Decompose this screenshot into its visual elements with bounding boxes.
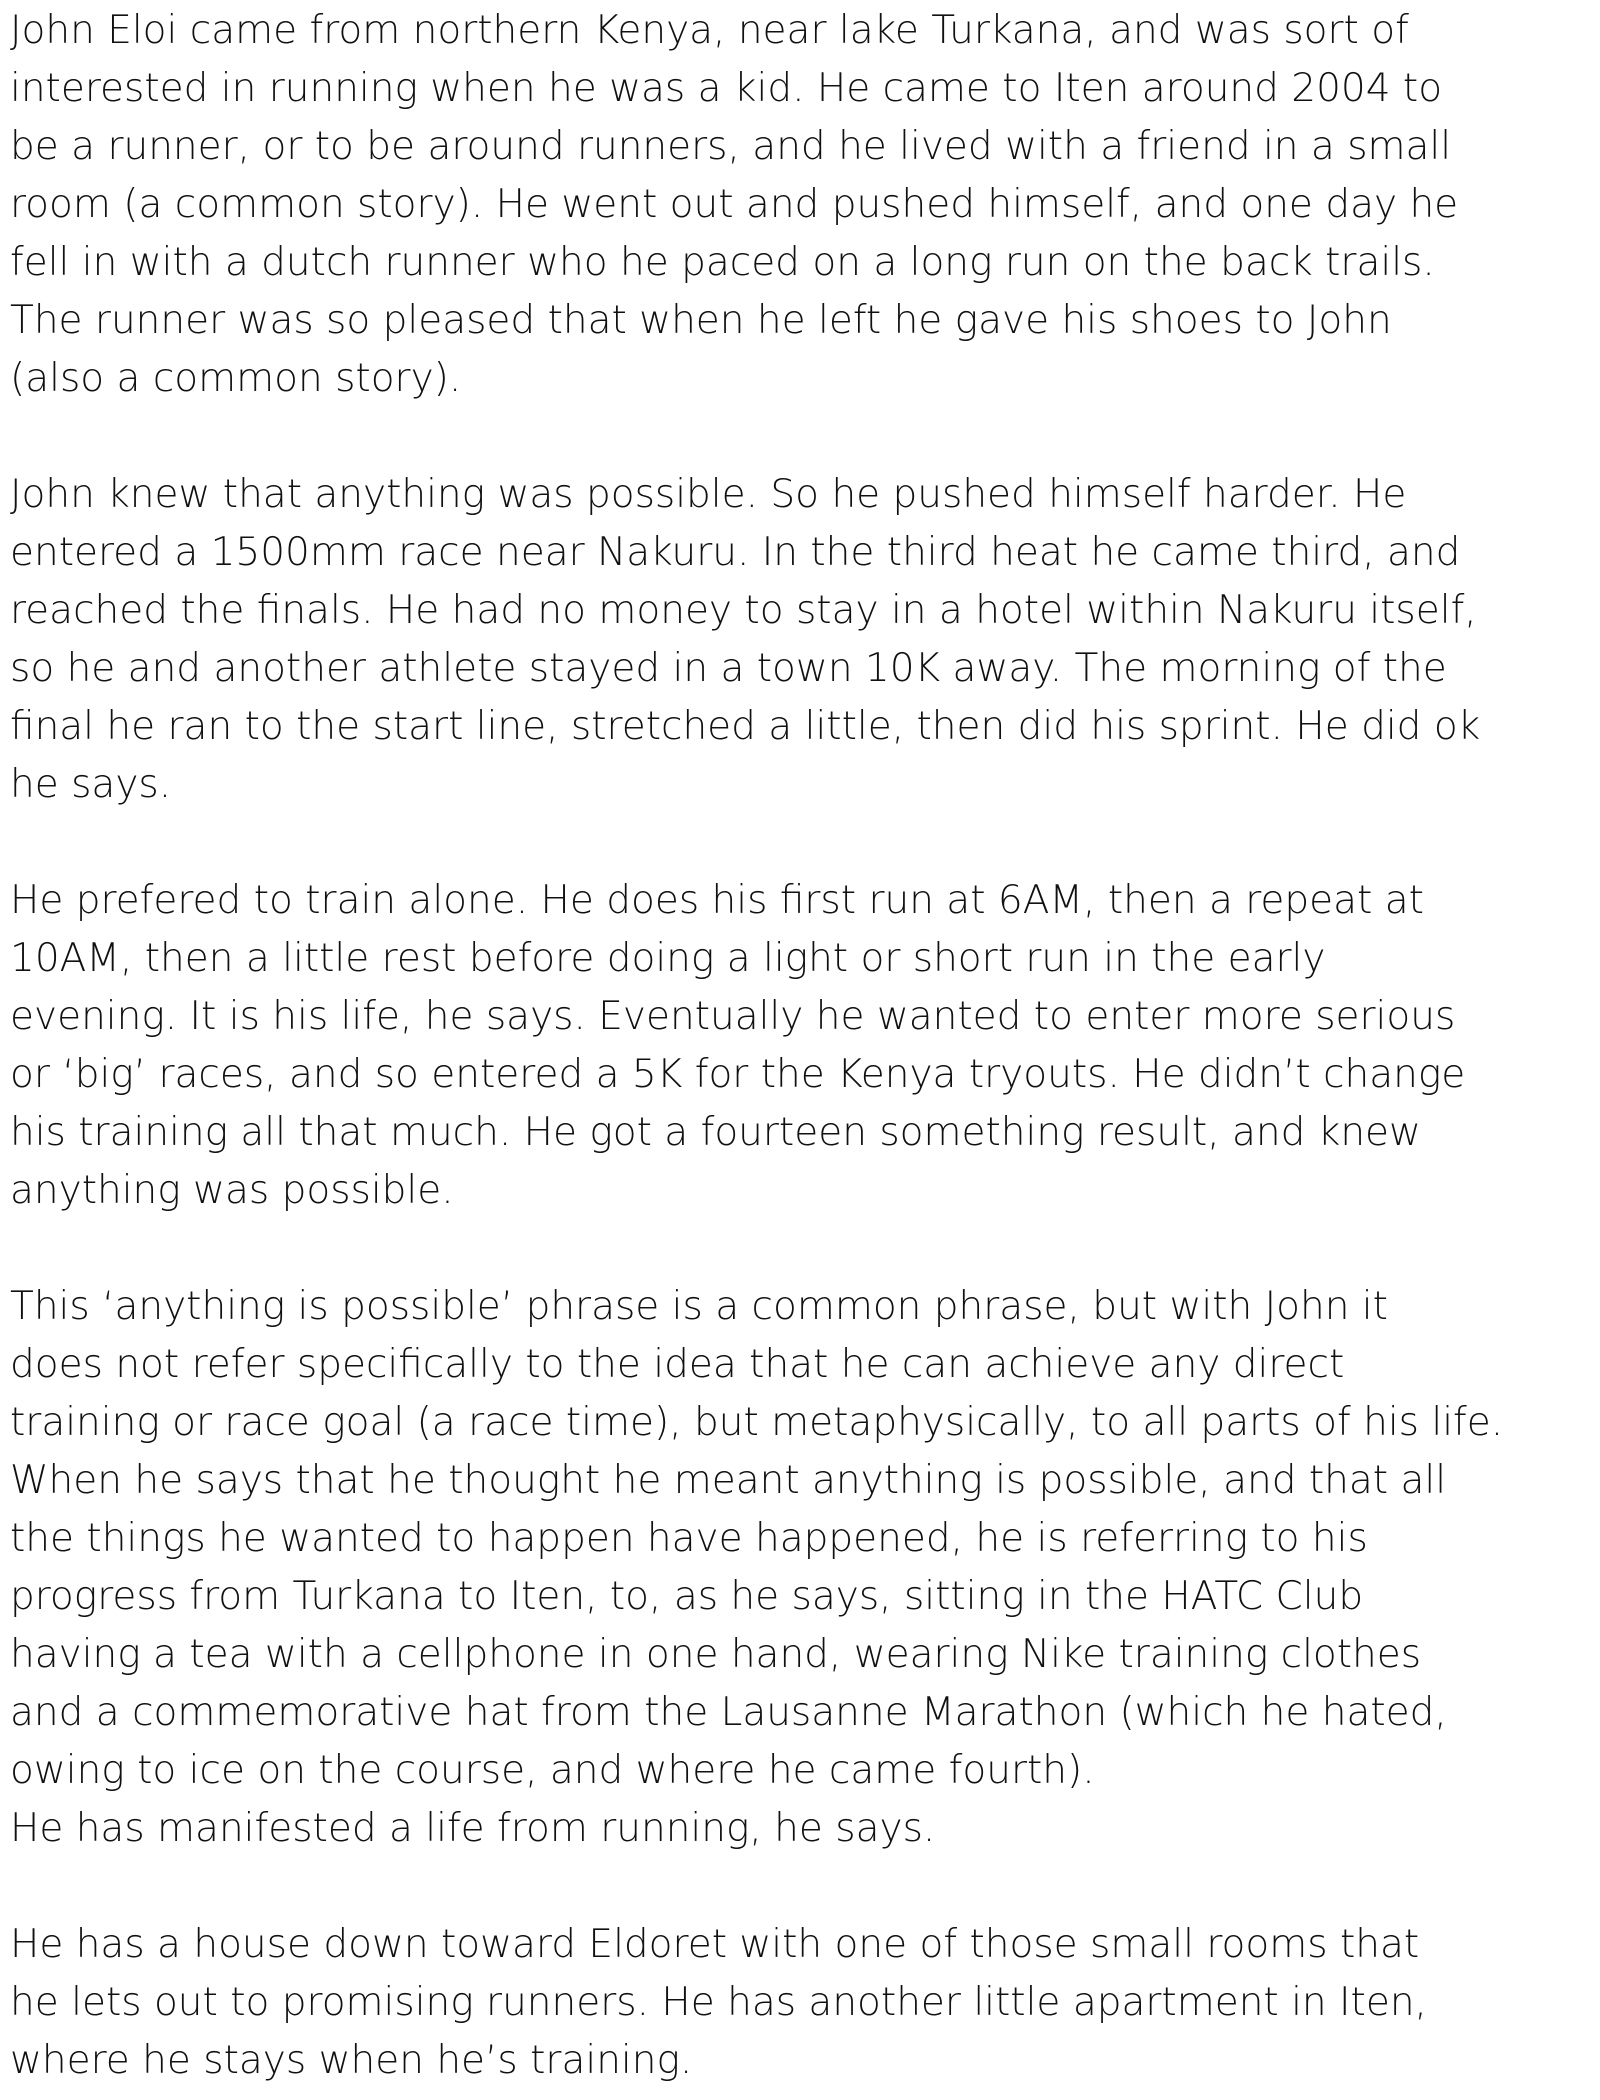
paragraph: He prefered to train alone. He does his first run at 6AM, then a repeat at 10AM, then a little rest before doing a light or short run in the early evening. It is his life, he says. Eventually he wanted to enter more serious or ‘big’ races, and so entered a 5K for the Kenya tryouts. He didn’t change his training all that much. He got a fourteen something result, and knew anything was possible. bbox=[10, 878, 1466, 1213]
paragraph: This ‘anything is possible’ phrase is a common phrase, but with John it does not refer specifically to the idea that he can achieve any direct training or race goal (a race time), but metaphysically, to all parts of his life. When he says that he thought he meant anything is possible, and that all the things he wanted to happen have happened, he is referring to his progress from Turkana to Iten, to, as he says, sitting in the HATC Club having a tea with a cellphone in one hand, wearing Nike training clothes and a commemorative hat from the Lausanne Marathon (which he hated, owing to ice on the course, and where he came fourth). He has manifested a life from running, he says. bbox=[10, 1284, 1504, 1851]
paragraph: John knew that anything was possible. So he pushed himself harder. He entered a 1500mm race near Nakuru. In the third heat he came third, and reached the finals. He had no money to stay in a hotel within Nakuru itself, so he and another athlete stayed in a town 10K away. The morning of the final he ran to the start line, stretched a little, then did his sprint. He did ok he says. bbox=[10, 472, 1481, 807]
paragraph: John Eloi came from northern Kenya, near lake Turkana, and was sort of interested in running when he was a kid. He came to Iten around 2004 to be a runner, or to be around runners, and he lived with a friend in a small room (a common story). He went out and pushed himself, and one day he fell in with a dutch runner who he paced on a long run on the back trails. The runner was so pleased that when he left he gave his shoes to John (also a common story). bbox=[10, 8, 1459, 401]
paragraph: He has a house down toward Eldoret with one of those small rooms that he lets out to promising runners. He has another little apartment in Iten, where he stays when he’s training. bbox=[10, 1922, 1427, 2083]
document-body bbox=[10, 2, 1590, 2090]
